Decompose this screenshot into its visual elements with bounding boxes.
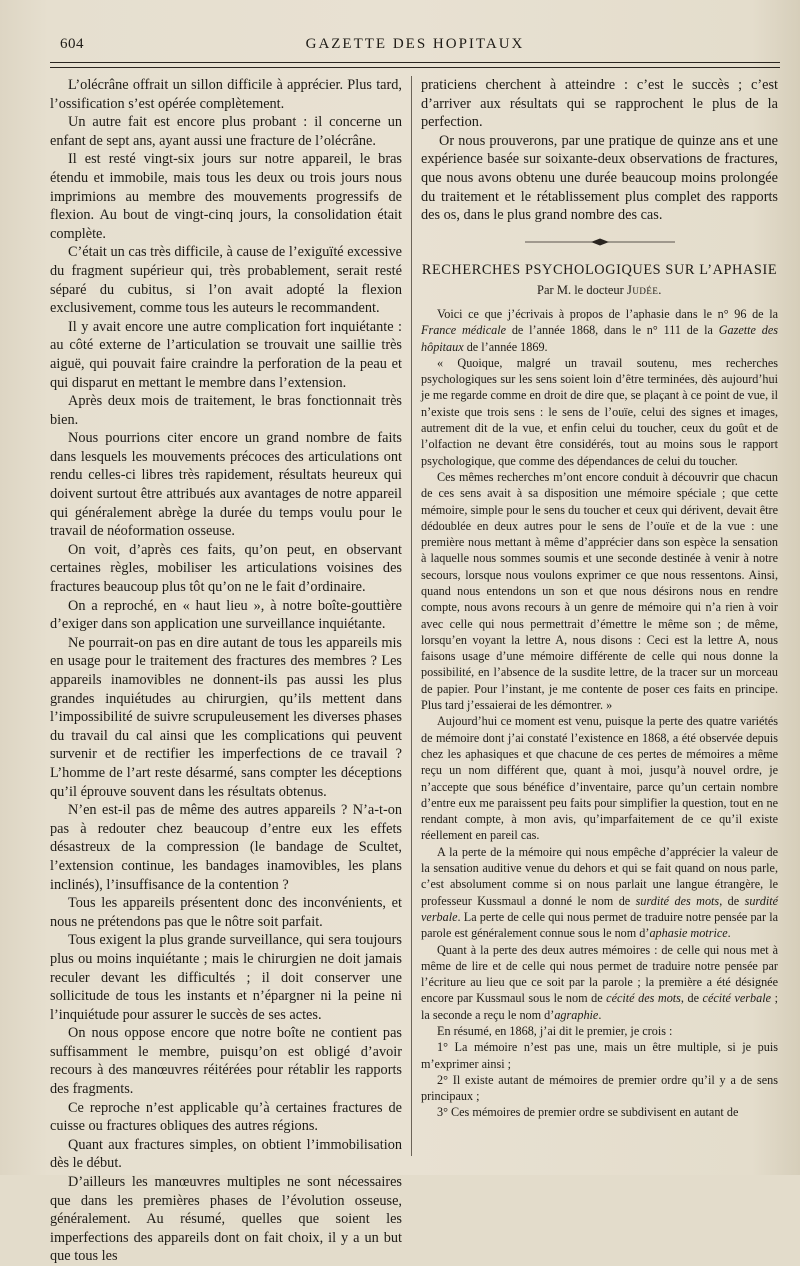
paragraph: A la perte de la mémoire qui nous empêche d’apprécier la valeur de la sensation auditive venue du dehors et qui se fait quand on nous parle, c’est absolument comme si on nous parlait une langue étrangère, le professeur Kussmaul a donné le nom de surdité des mots, de surdité verbale. La perte de celle qui nous permet de traduire notre pensée par la parole est généralement connue sous le nom d’aphasie motrice. bbox=[421, 844, 778, 941]
term: surdité verbale bbox=[421, 893, 778, 924]
page-number: 604 bbox=[60, 36, 84, 52]
journal-name: France médicale bbox=[421, 323, 506, 338]
paragraph: On voit, d’après ces faits, qu’on peut, en observant certaines règles, mobiliser les articulations voisines des fractures beaucoup plus tôt qu’on ne le fait d’ordinaire. bbox=[50, 541, 402, 596]
term: agraphie bbox=[554, 1007, 599, 1022]
paragraph: C’était un cas très difficile, à cause de l’exiguïté excessive du fragment supérieur qui, très probablement, serait resté séparé du cubitus, si l’on avait adopté la flexion exclusivement, comme tous les auteurs le recommandent. bbox=[50, 244, 402, 317]
paragraph: D’ailleurs les manœuvres multiples ne sont nécessaires que dans les premières phases de l’évolution osseuse, généralement. Au résumé, quelles que soient les imperfections des appareils dont on fait choix, il y a un but que tous les bbox=[50, 1174, 402, 1265]
paragraph: Quant à la perte des deux autres mémoires : de celle qui nous met à même de lire et de celle qui nous permet de traduire notre pensée par l’écriture au lieu que ce soit par la parole ; la première a été désignée encore par Kussmaul sous le nom de cécité des mots, de cécité verbale ; la seconde a reçu le nom d’agraphie. bbox=[421, 942, 778, 1022]
byline bbox=[421, 281, 778, 300]
paragraph: On a reproché, en « haut lieu », à notre boîte-gouttière d’exiger dans son application une surveillance inquiétante. bbox=[50, 597, 402, 633]
paragraph: Ce reproche n’est applicable qu’à certaines fractures de cuisse ou fractures obliques des autres régions. bbox=[50, 1099, 402, 1135]
paragraph: 2° Il existe autant de mémoires de premier ordre qu’il y a de sens principaux ; bbox=[421, 1072, 778, 1104]
paragraph: Aujourd’hui ce moment est venu, puisque la perte des quatre variétés de mémoire dont j’ai constaté l’existence en 1868, a été observée depuis chez les aphasiques et que chacune de ces pertes de mémoires a même reçu un nom différent que, quant à moi, jusqu’à nouvel ordre, je n’accepte que sous bénéfice d’inventaire, parce qu’un certain nombre d’entre eux me paraissent peu faits pour simplifier la question, tout en ne rendant compte, à mon avis, qu’imparfaitement de ce qu’il existe réellement en pareil cas. bbox=[421, 714, 778, 843]
paragraph: « Quoique, malgré un travail soutenu, mes recherches psychologiques sur les sens soient loin d’être terminées, dès aujourd’hui je me regarde comme en droit de dire que, se plaçant à ce point de vue, il n’existe que trois sens : le sens de l’ouïe, celui des signes et images, autrement dit de la vue, et enfin celui du toucher, ceux du goût et de l’olfaction ne devant être considérés, tout au moins sous le rapport psychologique, que comme des dépendances de celui du toucher. bbox=[421, 355, 778, 468]
byline-prefix: Par M. le docteur bbox=[537, 283, 624, 298]
term: cécité des mots bbox=[606, 991, 681, 1006]
page-header bbox=[50, 36, 780, 58]
paragraph: Quant aux fractures simples, on obtient l’immobilisation dès le début. bbox=[50, 1136, 402, 1172]
header-rule bbox=[50, 62, 780, 68]
term: surdité des mots bbox=[635, 893, 720, 908]
term: aphasie motrice bbox=[649, 926, 728, 941]
paragraph: Or nous prouverons, par une pratique de quinze ans et une expérience basée sur soixante-deux observations de fractures, que nous avons obtenu une durée beaucoup moins prolongée du traitement et le rétablissement plus complet des rapports des os, dans le plus grand nombre des cas. bbox=[421, 132, 778, 224]
paragraph: Tous exigent la plus grande surveillance, qui sera toujours plus ou moins inquiétante ; mais le chirurgien ne doit jamais reculer devant les difficultés ; il doit conserver une sollicitude de tous les instants et n’épargner ni la peine ni l’inquiétude pour assurer le succès de ses actes. bbox=[50, 932, 402, 1023]
term: cécité verbale bbox=[702, 991, 772, 1006]
paragraph: Voici ce que j’écrivais à propos de l’aphasie dans le n° 96 de la France médicale de l’année 1868, dans le n° 111 de la Gazette des hôpitaux de l’année 1869. bbox=[421, 306, 778, 354]
paragraph: Ne pourrait-on pas en dire autant de tous les appareils mis en usage pour le traitement des fractures des membres ? Les appareils inamovibles ne donnent-ils pas aussi les plus grandes inquiétudes au chirurgien, qu’ils mettent dans l’impossibilité de suivre scrupuleusement les diverses phases du travail du cal ainsi que les complications qui peuvent survenir et de rectifier les imperfections de ce travail ? L’homme de l’art reste désarmé, sans compter les déceptions qu’il éprouve souvent dans les résultats obtenus. bbox=[50, 634, 402, 800]
paragraph: L’olécrâne offrait un sillon difficile à apprécier. Plus tard, l’ossification s’est opérée complètement. bbox=[50, 77, 402, 112]
paragraph: Il est resté vingt-six jours sur notre appareil, le bras étendu et immobile, mais tous les deux ou trois jours nous imprimions au membre des mouvements progressifs de flexion. Au bout de vingt-cinq jours, la consolidation était complète. bbox=[50, 151, 402, 242]
paragraph: N’en est-il pas de même des autres appareils ? N’a-t-on pas à redouter chez beaucoup d’entre eux les effets désastreux de la compression (le bandage de Scultet, l’extension continue, les bandages inamovibles, les plans inclinés), l’insuffisance de la contention ? bbox=[50, 802, 402, 893]
right-column bbox=[421, 76, 778, 1166]
paragraph: Nous pourrions citer encore un grand nombre de faits dans lesquels les mouvements précoces des articulations ont rendu celles-ci libres très rapidement, résultats heureux qui doivent surtout être attribués aux avantages de notre appareil qui généralement abrège la durée du temps voulu pour le travail de néoformation osseuse. bbox=[50, 430, 402, 540]
section-title: RECHERCHES PSYCHOLOGIQUES SUR L’APHASIE bbox=[421, 261, 778, 278]
paragraph: On nous oppose encore que notre boîte ne contient pas suffisamment le membre, puisqu’on est obligé d’avoir recours à des manœuvres réitérées pour rétablir les rapports des fragments. bbox=[50, 1025, 402, 1098]
journal-name: Gazette des hôpitaux bbox=[421, 323, 778, 354]
article-body bbox=[421, 306, 778, 1121]
paragraph: Un autre fait est encore plus probant : il concerne un enfant de sept ans, ayant aussi une fracture de l’olécrâne. bbox=[50, 114, 402, 149]
paragraph: Ces mêmes recherches m’ont encore conduit à découvrir que chacun de ces sens avait à sa disposition une mémoire spéciale ; que cette mémoire, simple pour le sens du toucher et ceux qui dérivent, devait être dédoublée en deux autres pour le sens de l’ouïe et de la vue : une première nous mettant à même d’apprécier dans son espèce la sensation à laquelle nous sommes soumis et une seconde destinée à venir à notre secours, lorsque nous voulons exprimer ce que nous ressentons. Ainsi, quand nous entendons un son et que nous désirons nous en rendre compte, nous avons recours à un genre de mémoire qui n’a rien à voir avec celle qui nous permettrait d’émettre le même son ; de même, lorsqu’en voyant la lettre A, nous disons : Ceci est la lettre A, nous faisons usage d’une mémoire différente de celle qui nous donne la possibilité, en l’absence de la susdite lettre, de la tracer sur un morceau de papier. Pour l’instant, je me contente de poser ces faits en principe. Plus tard j’essaierai de les démontrer. » bbox=[421, 469, 778, 713]
running-title: GAZETTE DES HOPITAUX bbox=[305, 36, 525, 52]
paragraph: Après deux mois de traitement, le bras fonctionnait très bien. bbox=[50, 393, 402, 428]
paragraph: 1° La mémoire n’est pas une, mais un être multiple, si je puis m’exprimer ainsi ; bbox=[421, 1040, 778, 1071]
section-ornament-rule bbox=[525, 237, 675, 247]
paragraph: 3° Ces mémoires de premier ordre se subdivisent en autant de bbox=[437, 1105, 739, 1120]
paragraph: Il y avait encore une autre complication fort inquiétante : au côté externe de l’articulation se trouvait une saillie très aiguë, qui pouvait faire craindre la perforation de la peau et qui disparut en mettant le membre dans l’extension. bbox=[50, 318, 402, 391]
author-name: Judée. bbox=[626, 283, 662, 298]
column-divider bbox=[411, 76, 412, 1156]
paragraph: Tous les appareils présentent donc des inconvénients, et nous ne prétendons pas que le nôtre soit parfait. bbox=[50, 895, 402, 930]
paragraph: En résumé, en 1868, j’ai dit le premier, je crois : bbox=[437, 1024, 673, 1038]
paragraph: praticiens cherchent à atteindre : c’est le succès ; c’est d’arriver aux résultats qui se rapprochent le plus de la perfection. bbox=[421, 77, 778, 131]
left-column bbox=[50, 76, 402, 1265]
